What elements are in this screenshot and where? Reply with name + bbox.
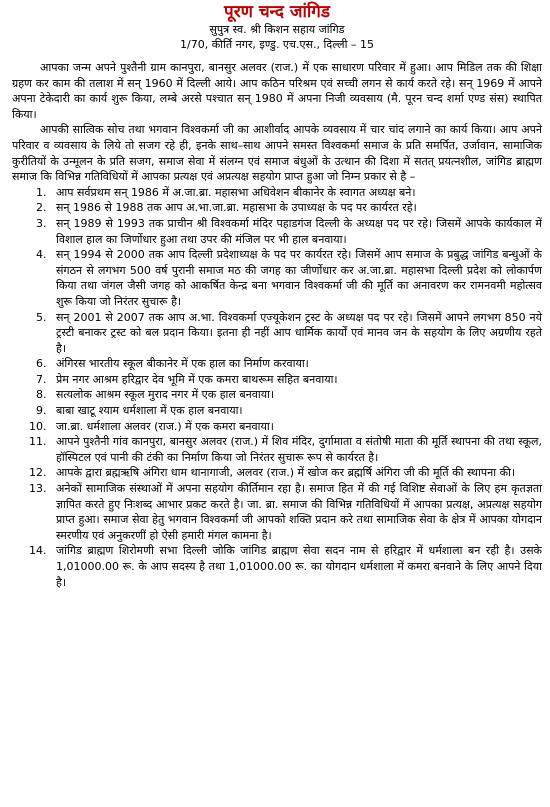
address-line: 1/70, कीर्ति नगर, इण्डु. एच.एस., दिल्ली – 15 — [180, 38, 374, 51]
page-title: पूरण चन्द जांगिड — [224, 2, 330, 22]
list-item: 12. आपके द्वारा ब्रह्मऋषि अंगिरा धाम थानागाजी, अलवर (राज.) में खोज कर ब्रह्मर्षि अंगिरा जी की मूर्ति की स्थापना की। — [50, 465, 542, 481]
list-item: 4. सन् 1994 से 2000 तक आप दिल्ली प्रदेशाध्यक्ष के पद पर कार्यरत रहे। जिसमें आप समाज के प्रबुद्ध जांगिड बन्धुओं के संगठन से लगभग 500 वर्ष पुरानी समाज मठ की जगह का जीर्णोधार कर अ.जा.ब्रा. महासभा दिल्ली प्रदेश को लोकार्पण किया तथा जंगल जैसी जगह को आकर्षित केन्द्र बना भगवान विश्वकर्मा जी की मूर्ति का अनावरण कर रामनवमी महोत्सव शुरू किया जो निरंतर सुचारू है। — [50, 247, 542, 309]
list-item: 7. प्रेम नगर आश्रम हरिद्वार देव भूमि में एक कमरा बाथरूम सहित बनवाया। — [50, 372, 542, 388]
list-item: 2. सन् 1986 से 1988 तक आप अ.भा.जा.ब्रा. महासभा के उपाध्यक्ष के पद पर कार्यरत रहे। — [50, 200, 542, 216]
list-item: 6. अंगिरस भारतीय स्कूल बीकानेर में एक हाल का निर्माण करवाया। — [50, 356, 542, 372]
list-item: 1. आप सर्वप्रथम सन् 1986 में अ.जा.ब्रा. महासभा अधिवेशन बीकानेर के स्वागत अध्यक्ष बने। — [50, 185, 542, 201]
intro-paragraph: आपका जन्म अपने पुश्तैनी ग्राम कानपुरा, बानसुर अलवर (राज.) में एक साधारण परिवार में हुआ। आप मिडिल तक की शिक्षा ग्रहण कर काम की तलाश में सन् 1960 में दिल्ली आये। आप कठिन परिश्रम एवं सच्ची लगन से कार्य करते रहे। सन् 1969 में आपने अपना टेकेदारी का कार्य शुरू किया, लम्बे अरसे पश्चात सन् 1980 में अपना निजी व्यवसाय (मै. पूरन चन्द शर्मा एण्ड संस) स्थापित किया। — [12, 61, 542, 121]
list-item: 11. आपने पुश्तैनी गांव कानपुरा, बानसुर अलवर (राज.) में शिव मंदिर, दुर्गामाता व संतोषी माता की मूर्ति स्थापना की तथा स्कूल, हॉस्पिटल एवं पानी की टंकी का निर्माण किया जो निरंतर सुचारू रूप से कार्यरत है। — [50, 434, 542, 465]
list-item: 9. बाबा खाटू श्याम धर्मशाला में एक हाल बनवाया। — [50, 403, 542, 419]
relation-line: सुपुत्र स्व. श्री किशन सहाय जांगिड — [209, 23, 345, 36]
list-item: 3. सन् 1989 से 1993 तक प्राचीन श्री विश्वकर्मा मंदिर पहाडगंज दिल्ली के अध्यक्ष पद पर रहे। जिसमें आपके कार्यकाल में विशाल हाल का जिर्णोधार हुआ तथा उपर की मंजिल पर भी हाल बनवाया। — [50, 216, 542, 247]
list-item: 8. सत्यलोक आश्रम स्कूल मुराद नगर में एक हाल बनवाया। — [50, 387, 542, 403]
list-item: 14. जांगिड ब्राह्मण शिरोमणी सभा दिल्ली जोकि जांगिड ब्राह्मण सेवा सदन नाम से हरिद्वार में धर्मशाला बन रही है। उसके 1,01000.00 रू. के आप सदस्य है तथा 1,01000.00 रू. का योगदान धर्मशाला में कमरा बनवाने के लिए आपने दिया है। — [50, 543, 542, 590]
list-item: 13. अनेकों सामाजिक संस्थाओं में अपना सहयोग कीर्तिमान रहा है। समाज हित में की गई विशिष्ट सेवाओं के लिए हम कृतज्ञता ज्ञापित करते हुए निःशब्द आभार प्रकट करते है। जा. ब्रा. समाज की विभिन्न गतिविधियों में आपका प्रत्यक्ष, अप्रत्यक्ष सहयोग प्राप्त हुआ। समाज सेवा हेतु भगवान विश्वकर्मा जी आपको शक्ति प्रदान करे तथा सामाजिक सेवा के क्षेत्र में आपका योगदान स्मरणीय एवं अनुकरणीं हो ऐसी हमारी मंगल कामना है। — [50, 481, 542, 543]
contribution-list — [12, 185, 542, 590]
list-item: 10. जा.ब्रा. धर्मशाला अलवर (राज.) में एक कमरा बनवाया। — [50, 419, 542, 435]
list-item: 5. सन् 2001 से 2007 तक आप अ.भा. विश्वकर्मा एज्यूकेशन ट्रस्ट के अध्यक्ष पद पर रहे। जिसमें आपने लगभग 850 नये ट्रस्टी बनाकर ट्रस्ट को बल प्रदान किया। इतना ही नहीं आप धार्मिक कार्यों एवं मानव जन के सहयोग के लिए अग्रणीय रहते है। — [50, 310, 542, 357]
contribution-paragraph: आपकी सात्विक सोच तथा भगवान विश्वकर्मा जी का आशीर्वाद आपके व्यवसाय में चार चांद लगाने का कार्य किया। आप अपने परिवार व व्यवसाय के लिये तो सजग रहे ही, इनके साथ–साथ आपने समस्त विश्वकर्मा समाज के प्रति समर्पित, उर्जावान, सामाजिक कुरीतियों के उन्मूलन के प्रति सजग, समाज सेवा में संलग्न एवं समाज बंधुओं के उत्थान की दिशा में सतत् प्रयत्नशील, जांगिड ब्राह्मण समाज कि विभिन्न गतिविधियों में आपका प्रत्यक्ष एवं अप्रत्यक्ष सहयोग प्राप्त हुआ जो निम्न प्रकार से है – — [12, 123, 542, 184]
